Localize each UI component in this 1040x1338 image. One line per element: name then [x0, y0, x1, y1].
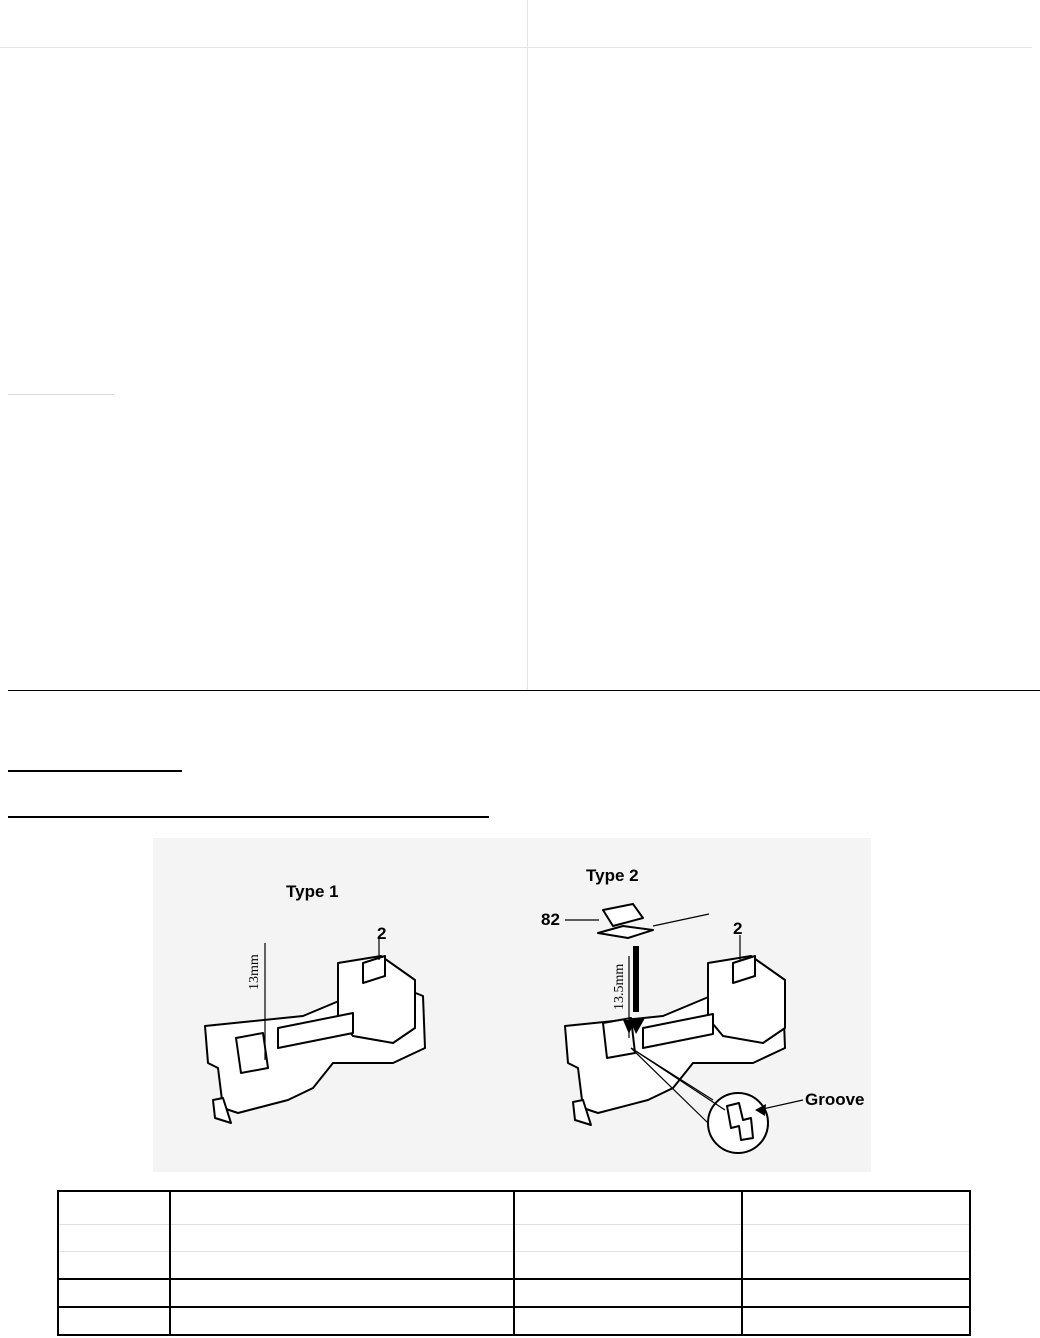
table-cell — [514, 1279, 742, 1307]
table-cell — [170, 1225, 514, 1252]
table-cell — [58, 1252, 170, 1280]
table-row — [58, 1279, 970, 1307]
type1-label: Type 1 — [286, 882, 339, 901]
table-row — [58, 1191, 970, 1225]
table-cell — [58, 1225, 170, 1252]
table-row — [58, 1252, 970, 1280]
table-cell — [514, 1307, 742, 1335]
table-cell — [742, 1225, 970, 1252]
section-heading-underline — [8, 770, 182, 772]
table-cell — [742, 1307, 970, 1335]
table-cell — [514, 1191, 742, 1225]
type1-dimension: 13mm — [247, 954, 262, 990]
table-cell — [170, 1191, 514, 1225]
table-cell — [58, 1279, 170, 1307]
table-cell — [170, 1307, 514, 1335]
parts-table — [57, 1190, 971, 1336]
short-rule — [8, 394, 114, 395]
table-cell — [58, 1307, 170, 1335]
subsection-heading-underline — [8, 816, 489, 818]
table-row — [58, 1225, 970, 1252]
table-row — [58, 1307, 970, 1335]
header-rule — [0, 47, 1032, 48]
brush-holder-figure — [153, 838, 871, 1172]
table-cell — [742, 1252, 970, 1280]
type2-label: Type 2 — [586, 866, 639, 885]
column-divider — [527, 0, 528, 690]
table-cell — [58, 1191, 170, 1225]
spring-part-number: 82 — [541, 910, 560, 929]
table-cell — [742, 1191, 970, 1225]
table-cell — [170, 1252, 514, 1280]
table-cell — [170, 1279, 514, 1307]
section-divider — [8, 690, 1040, 691]
type1-part-number: 2 — [377, 924, 387, 943]
groove-label: Groove — [805, 1090, 865, 1109]
table-cell — [514, 1225, 742, 1252]
type2-dimension: 13.5mm — [612, 963, 627, 1010]
table-cell — [514, 1252, 742, 1280]
table-cell — [742, 1279, 970, 1307]
brush-holder-drawing — [153, 838, 871, 1172]
type2-part-number: 2 — [733, 919, 743, 938]
